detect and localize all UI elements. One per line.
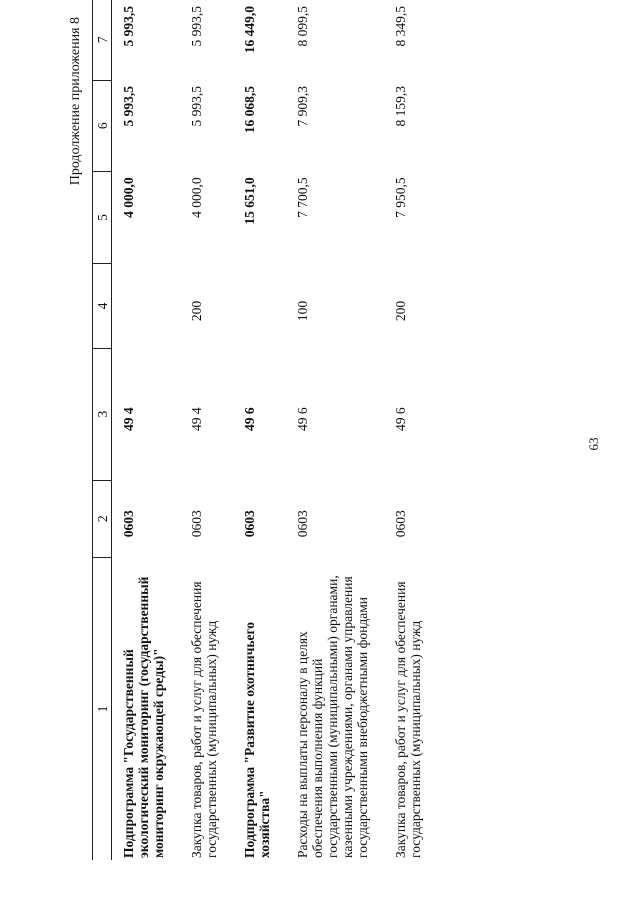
column-header: 1 [93,557,112,860]
table-row [233,0,286,860]
page-number: 63 [586,437,601,451]
row-section-code: 0603 [393,510,408,538]
row-target-code: 49 6 [295,407,310,431]
row-amount-col7: 8 349,5 [393,6,408,47]
row-amount-col7: 5 993,5 [121,6,136,47]
row-target-code: 49 4 [189,407,204,431]
column-header: 7 [93,0,112,80]
row-amount-col5: 7 700,5 [295,177,310,218]
row-name: Закупка товаров, работ и услуг для обеспечения государственных (муниципальных) нужд [189,581,219,858]
row-amount-col7: 16 449,0 [242,6,257,54]
row-amount-col6: 5 993,5 [189,86,204,127]
row-amount-col6: 5 993,5 [121,86,136,127]
row-section-code: 0603 [242,510,257,538]
appendix-caption: Продолжение приложения 8 [68,17,83,186]
row-expense-type: 200 [189,300,204,322]
row-amount-col5: 4 000,0 [121,177,136,218]
row-amount-col6: 8 159,3 [393,86,408,127]
row-section-code: 0603 [295,510,310,538]
row-target-code: 49 6 [242,407,257,431]
row-amount-col6: 16 068,5 [242,86,257,134]
column-header: 5 [93,171,112,263]
column-header: 3 [93,348,112,480]
table-row [384,0,437,860]
table-header-row [93,0,112,860]
table-row [180,0,233,860]
row-expense-type [233,264,286,349]
row-amount-col6: 7 909,3 [295,86,310,127]
row-amount-col7: 8 099,5 [295,6,310,47]
row-name: Подпрограмма "Государственный экологический мониторинг (государственный мониторинг окружающей среды)" [121,576,166,858]
row-expense-type [112,264,181,349]
row-target-code: 49 4 [121,407,136,431]
column-header: 2 [93,480,112,557]
row-name: Закупка товаров, работ и услуг для обеспечения государственных (муниципальных) нужд [393,581,423,858]
row-amount-col7: 5 993,5 [189,6,204,47]
row-target-code: 49 6 [393,407,408,431]
row-expense-type: 200 [393,300,408,322]
row-amount-col5: 15 651,0 [242,177,257,225]
table-row [286,0,384,860]
table-row [112,0,181,860]
row-section-code: 0603 [121,510,136,538]
budget-table [92,0,437,860]
row-name: Подпрограмма "Развитие охотничьего хозяйства" [242,622,272,858]
row-expense-type: 100 [295,300,310,322]
row-name: Расходы на выплаты персоналу в целях обеспечения выполнения функций государственными (муниципальными) органами, казенными учреждениями, органами управления государственными внебюджетными фондами [295,575,370,858]
row-amount-col5: 4 000,0 [189,177,204,218]
column-header: 4 [93,264,112,349]
column-header: 6 [93,80,112,171]
row-section-code: 0603 [189,510,204,538]
row-amount-col5: 7 950,5 [393,177,408,218]
